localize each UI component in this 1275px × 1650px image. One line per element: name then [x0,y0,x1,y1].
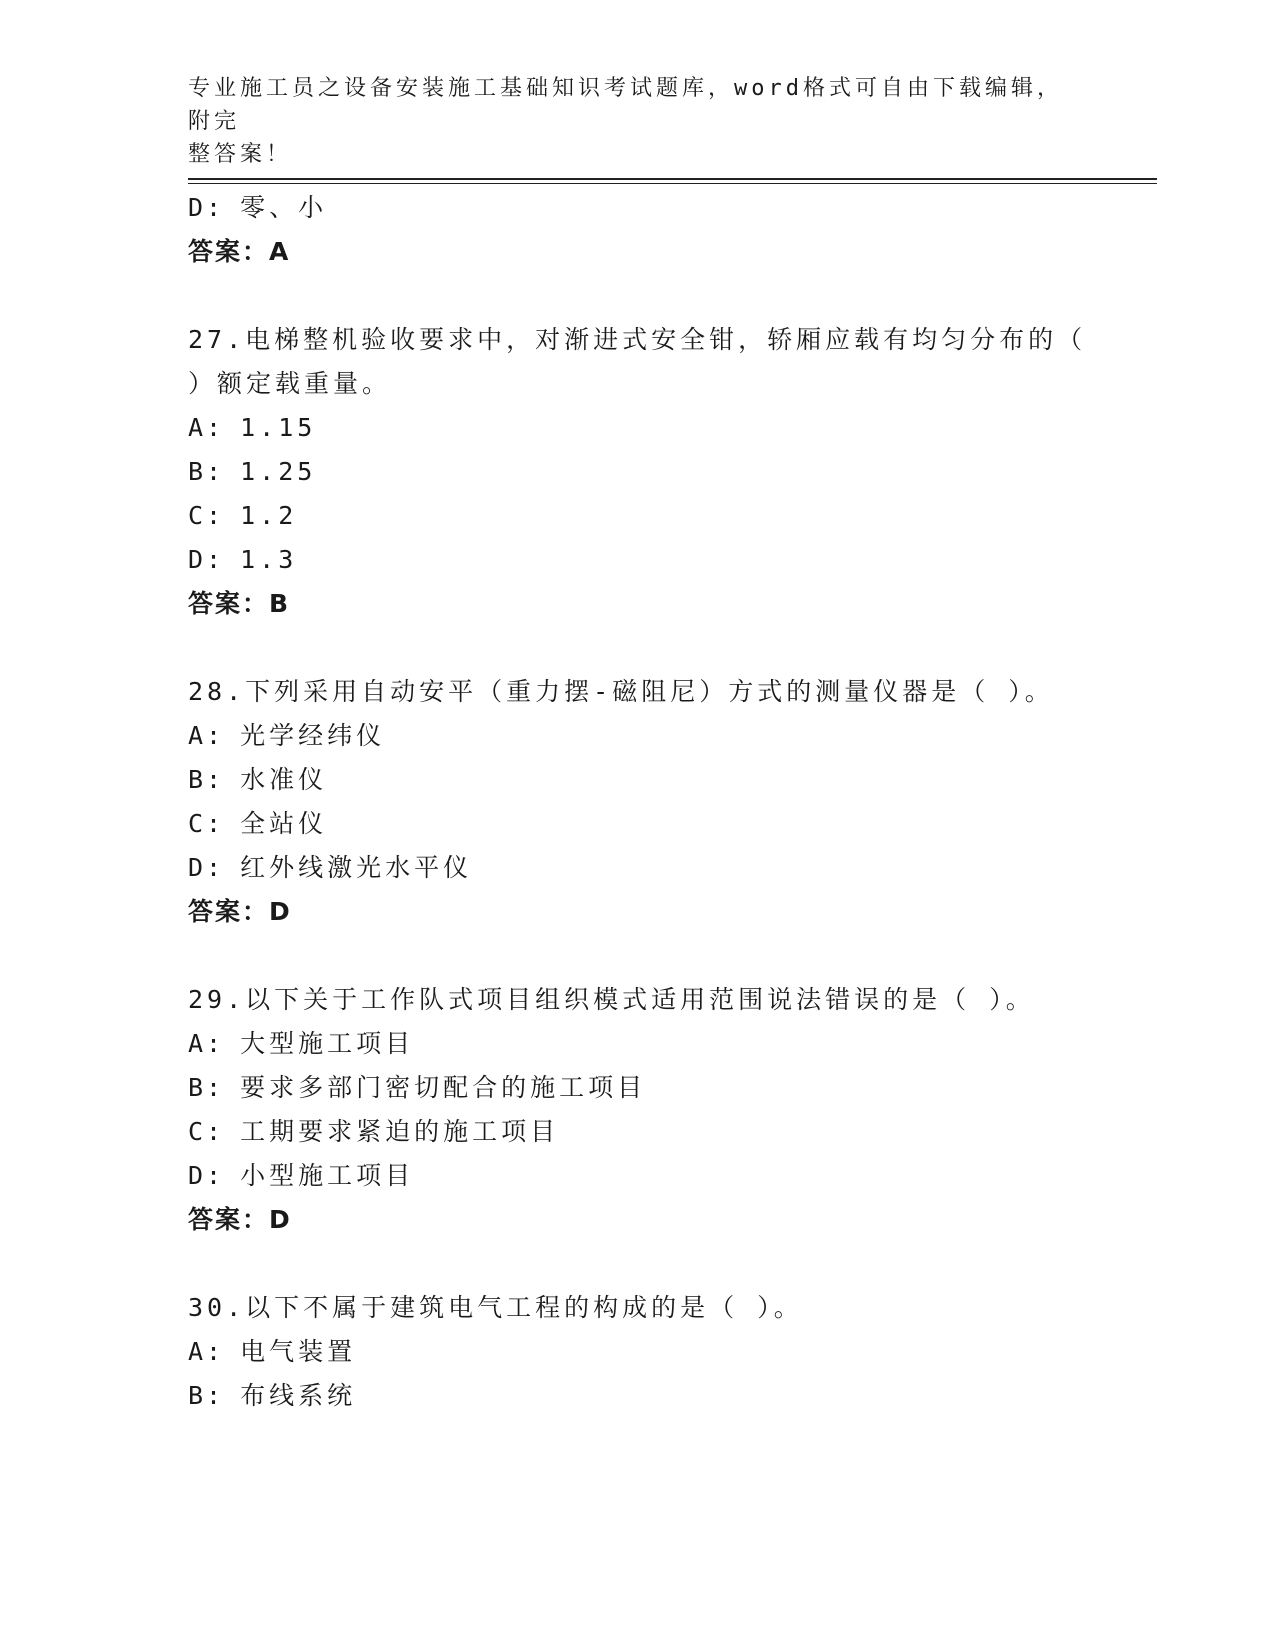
q28-option-b: B: 水准仪 [188,765,328,794]
q30-option-a: A: 电气装置 [188,1337,357,1366]
q29-option-b: B: 要求多部门密切配合的施工项目 [188,1073,647,1102]
q29-option-a: A: 大型施工项目 [188,1029,415,1058]
q29-stem: 29.以下关于工作队式项目组织模式适用范围说法错误的是（ ）。 [188,985,1035,1014]
header-line-2: 整答案！ [188,142,293,167]
header-divider-thick [188,178,1157,180]
q27-answer: 答案：B [188,589,291,618]
q29-option-c: C: 工期要求紧迫的施工项目 [188,1117,560,1146]
q28-option-a: A: 光学经纬仪 [188,721,386,750]
q28-stem: 28.下列采用自动安平（重力摆-磁阻尼）方式的测量仪器是（ ）。 [188,677,1054,706]
q28-option-c: C: 全站仪 [188,809,328,838]
prev-answer: 答案：A [188,237,291,266]
q30-option-b: B: 布线系统 [188,1381,357,1410]
q27-option-a: A: 1.15 [188,413,317,442]
prev-option-d: D: 零、小 [188,193,328,222]
q27-option-b: B: 1.25 [188,457,317,486]
q28-option-d: D: 红外线激光水平仪 [188,853,473,882]
document-header [188,72,1068,171]
q28-answer: 答案：D [188,897,292,926]
q27-option-d: D: 1.3 [188,545,298,574]
header-line-1: 专业施工员之设备安装施工基础知识考试题库，word格式可自由下载编辑，附完 [188,76,1063,134]
q27-option-c: C: 1.2 [188,501,298,530]
q29-option-d: D: 小型施工项目 [188,1161,415,1190]
header-divider-thin [188,183,1157,184]
q27-stem-line-2: ）额定载重量。 [188,369,392,398]
q29-answer: 答案：D [188,1205,292,1234]
q27-stem-line-1: 27.电梯整机验收要求中，对渐进式安全钳，轿厢应载有均匀分布的（ [188,325,1087,354]
q30-stem: 30.以下不属于建筑电气工程的构成的是（ ）。 [188,1293,803,1322]
